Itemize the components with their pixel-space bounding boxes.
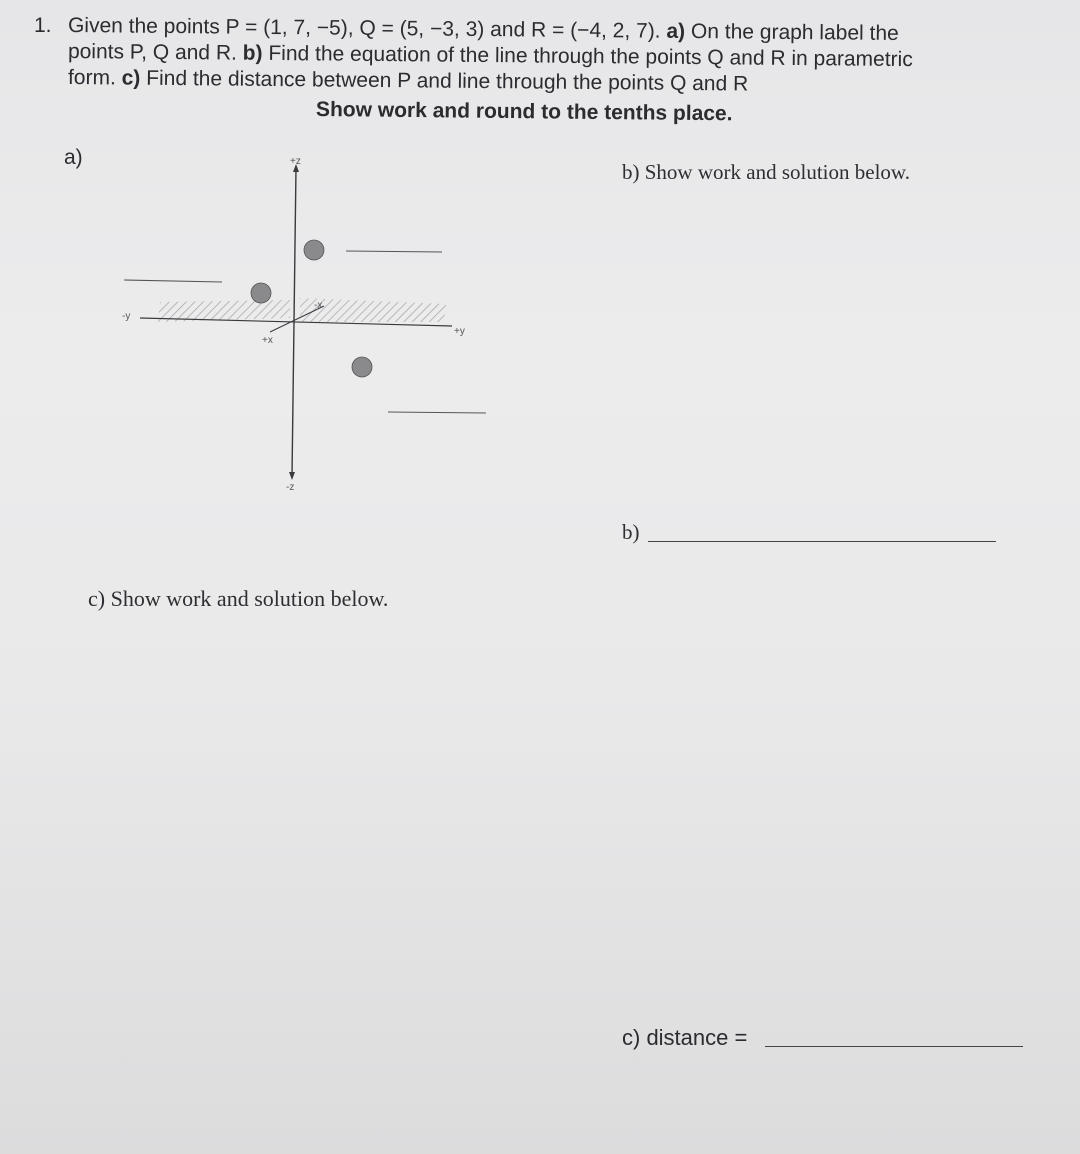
part-c-answer-label: c) distance = bbox=[622, 1025, 748, 1050]
question-given-points: Given the points P = (1, 7, −5), Q = (5, −3, 3) and R = (−4, 2, 7). bbox=[67, 14, 661, 43]
axis-label-minus-z: -z bbox=[286, 482, 295, 493]
part-a-inline-text: On the graph label the bbox=[690, 19, 899, 45]
axis-label-minus-x: -x bbox=[314, 300, 323, 311]
label-blank-lower bbox=[388, 412, 486, 413]
question-line-3 bbox=[68, 66, 748, 97]
question-label-points: points P, Q and R. bbox=[67, 40, 237, 65]
question-form-word: form. bbox=[67, 66, 116, 90]
part-b-inline-label: b) bbox=[242, 41, 263, 65]
part-a-inline-label: a) bbox=[666, 19, 686, 43]
part-b-answer-label: b) bbox=[622, 520, 640, 544]
instruction-text: Show work and round to the tenths place. bbox=[315, 98, 733, 126]
point-marker-upper bbox=[304, 240, 324, 260]
part-c-prompt: c) Show work and solution below. bbox=[88, 586, 389, 611]
label-blank-left bbox=[124, 280, 222, 282]
part-b-prompt: b) Show work and solution below. bbox=[622, 160, 910, 184]
part-b-inline-text: Find the equation of the line through the points Q and R in parametric bbox=[268, 41, 913, 72]
point-marker-lower bbox=[352, 357, 372, 377]
point-marker-left bbox=[251, 283, 271, 303]
axis-label-plus-y: +y bbox=[454, 326, 465, 337]
part-a-label: a) bbox=[64, 146, 83, 169]
z-axis-down-arrow bbox=[289, 472, 295, 480]
axis-label-minus-y: -y bbox=[122, 311, 131, 322]
label-blank-upper bbox=[346, 251, 442, 252]
axis-label-plus-z: +z bbox=[290, 156, 301, 167]
part-b-answer-blank[interactable] bbox=[648, 541, 996, 542]
part-c-inline-text: Find the distance between P and line through the points Q and R bbox=[146, 66, 749, 96]
axes-graph bbox=[100, 150, 500, 510]
question-number: 1. bbox=[34, 14, 52, 37]
axis-label-plus-x: +x bbox=[262, 335, 273, 346]
part-c-inline-label: c) bbox=[121, 66, 141, 90]
part-c-answer-blank[interactable] bbox=[765, 1046, 1023, 1047]
